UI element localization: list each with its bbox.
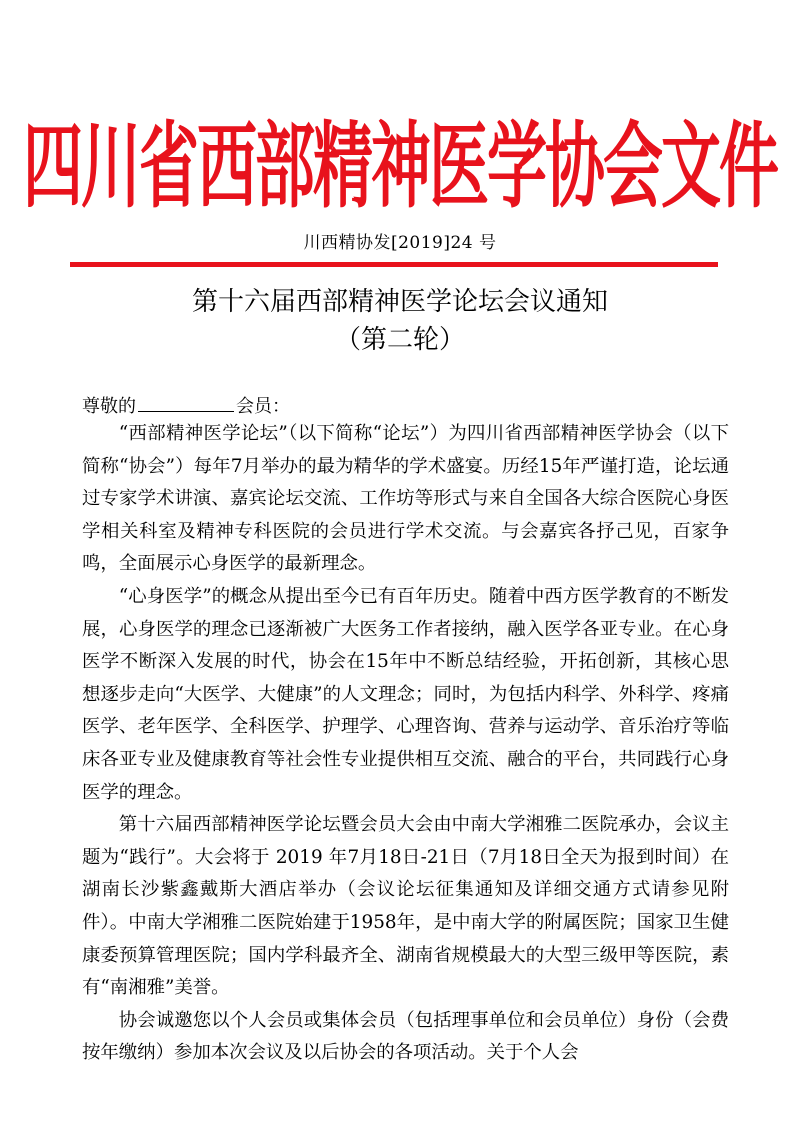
notice-body — [82, 418, 729, 1070]
org-title: 四川省西部精神医学协会文件 — [23, 113, 777, 222]
notice-title: 第十六届西部精神医学论坛会议通知 — [191, 287, 608, 317]
masthead — [23, 100, 777, 222]
notice-title-block — [0, 283, 800, 359]
paragraph: 第十六届西部精神医学论坛暨会员大会由中南大学湘雅二医院承办，会议主题为“践行”。大会将于 2019 年7月18日-21日（7月18日全天为报到时间）在湖南长沙紫鑫戴斯大酒店举办（会议论坛征集通知及详细交通方式请参见附件）。中南大学湘雅二医院始建于1958年，是中南大学的附属医院；国家卫生健康委预算管理医院；国内学科最齐全、湖南省规模最大的大型三级甲等医院，素有“南湘雅”美誉。 — [82, 814, 729, 999]
paragraph: “西部精神医学论坛”（以下简称“论坛”）为四川省西部精神医学协会（以下简称“协会”）每年7月举办的最为精华的学术盛宴。历经15年严谨打造，论坛通过专家学术讲演、嘉宾论坛交流、工作坊等形式与来自全国各大综合医院心身医学相关科室及精神专科医院的会员进行学术交流。与会嘉宾各抒己见，百家争鸣，全面展示心身医学的最新理念。 — [82, 423, 729, 575]
document-number: 川西精协发[2019]24 号 — [303, 233, 497, 253]
salutation-prefix: 尊敬的 — [82, 396, 136, 417]
red-divider — [70, 262, 718, 267]
fill-in-blank — [138, 395, 234, 412]
paragraph: 协会诚邀您以个人会员或集体会员（包括理事单位和会员单位）身份（会费按年缴纳）参加本次会议及以后协会的各项活动。关于个人会 — [82, 1009, 729, 1064]
paragraph: “心身医学”的概念从提出至今已有百年历史。随着中西方医学教育的不断发展，心身医学的理念已逐渐被广大医务工作者接纳，融入医学各亚专业。在心身医学不断深入发展的时代，协会在15年中不断总结经验，开拓创新，其核心思想逐步走向“大医学、大健康”的人文理念；同时，为包括内科学、外科学、疼痛医学、老年医学、全科医学、护理学、心理咨询、营养与运动学、音乐治疗等临床各亚专业及健康教育等社会性专业提供相互交流、融合的平台，共同践行心身医学的理念。 — [82, 585, 729, 803]
notice-subtitle: （第二轮） — [334, 325, 465, 355]
salutation-suffix: 会员： — [236, 396, 290, 417]
salutation — [82, 392, 290, 418]
